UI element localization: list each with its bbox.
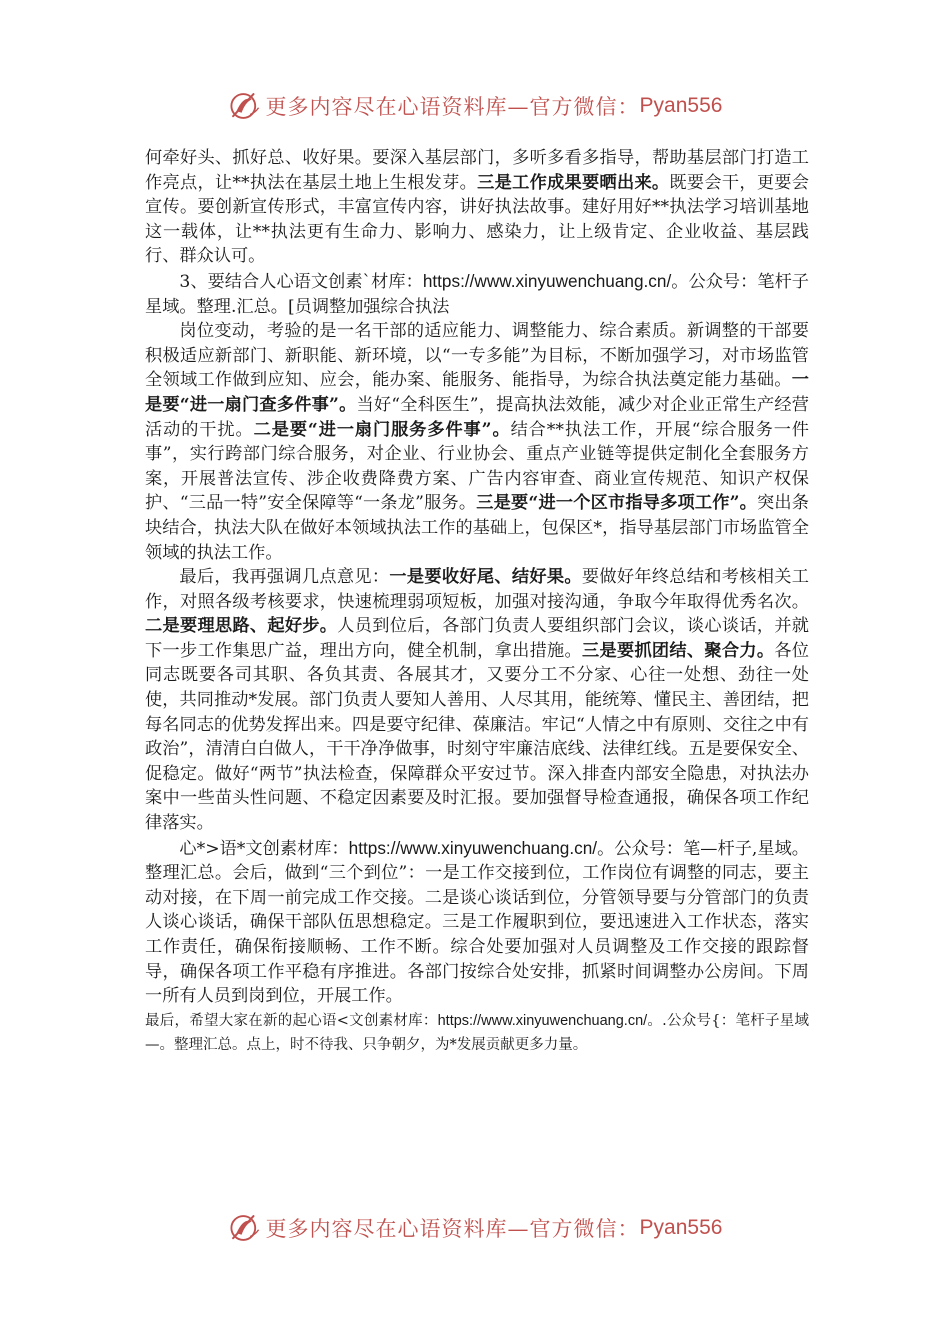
url-text: https://www.xinyuwenchuang.cn/ bbox=[437, 1012, 648, 1029]
paragraph-3 bbox=[145, 319, 809, 565]
bold-run: 三是工作成果要晒出来。 bbox=[477, 172, 670, 193]
text-run: 当好“全科医生”，提高执法效能，减少对企业正常生产经营活动的干扰。 bbox=[145, 394, 809, 440]
url-text: https://www.xinyuwenchuang.cn/ bbox=[422, 270, 672, 291]
brand-banner bbox=[228, 89, 723, 123]
bold-run: 一是要“进一扇门查多件事”。 bbox=[145, 370, 809, 415]
text-run: 要做好年终总结和考核相关工作，对照各级考核要求，快速梳理弱项短板，加强对接沟通，争取今年取得优秀名次。 bbox=[145, 567, 809, 612]
brand-banner bbox=[228, 1211, 723, 1245]
text-run: 最后，希望大家在新的起心语<文创素材库： bbox=[145, 1012, 438, 1029]
text-run: 人员到位后，各部门负责人要组织部门会议，谈心谈话，并就下一步工作集思广益，理出方向，健全机制，拿出措施。 bbox=[145, 616, 809, 661]
text-run: 。公众号：笔—杆子,星域。整理汇总。会后，做到“三个到位”：一是工作交接到位，工作岗位有调整的同志，要主动对接，在下周一前完成工作交接。二是谈心谈话到位，分管领导要与分管部门的负责人谈心谈话，确保干部队伍思想稳定。三是工作履职到位，要迅速进入工作状态，落实工作责任，确保衔接顺畅、工作不断。综合处要加强对人员调整及工作交接的跟踪督导，确保各项工作平稳有序推进。各部门按综合处安排，抓紧时间调整办公房间。下周一所有人员到岗到位，开展工作。 bbox=[145, 838, 809, 1007]
text-run: 心*>语*文创素材库： bbox=[179, 838, 349, 859]
brand-logo-icon bbox=[228, 1211, 262, 1245]
bold-run: 二是要理思路、起好步。 bbox=[145, 616, 338, 637]
brand-handle: Pyan556 bbox=[639, 1216, 723, 1239]
brand-text: 更多内容尽在心语资料库—官方微信： bbox=[265, 95, 640, 119]
text-run: 。公众号：笔杆子星域。整理.汇总。[员调整加强综合执法 bbox=[145, 271, 809, 317]
paragraph-4 bbox=[145, 565, 809, 836]
text-run: 最后，我再强调几点意见： bbox=[179, 567, 390, 588]
text-run: 各位同志既要各司其职、各负其责、各展其才，又要分工不分家、心往一处想、劲往一处使，共同推动*发展。部门负责人要知人善用、人尽其用，能统筹、懂民主、善团结，把每名同志的优势发挥出来。四是要守纪律、葆廉洁。牢记“人情之中有原则、交往之中有政治”，清清白白做人，干干净净做事，时刻守牢廉洁底线、法律红线。五是要保安全、促稳定。做好“两节”执法检查，保障群众平安过节。深入排查内部安全隐患，对执法办案中一些苗头性问题、不稳定因素要及时汇报。要加强督导检查通报，确保各项工作纪律落实。 bbox=[145, 640, 809, 834]
page-header bbox=[0, 86, 950, 126]
bold-run: 二是要“进一扇门服务多件事”。 bbox=[253, 419, 511, 440]
url-text: https://www.xinyuwenchuang.cn/ bbox=[348, 837, 598, 858]
text-run: 岗位变动，考验的是一名干部的适应能力、调整能力、综合素质。新调整的干部要积极适应新部门、新职能、新环境，以“一专多能”为目标，不断加强学习，对市场监管全领域工作做到应知、应会，能办案、能服务、能指导，为综合执法奠定能力基础。 bbox=[145, 321, 809, 391]
text-run: 何牵好头、抓好总、收好果。要深入基层部门，多听多看多指导，帮助基层部门打造工作亮点，让**执法在基层土地上生根发芽。 bbox=[145, 148, 809, 193]
page-footer bbox=[0, 1208, 950, 1248]
bold-run: 三是要“进一个区市指导多项工作”。 bbox=[476, 493, 758, 514]
text-run: 。.公众号{：笔杆子星域—。整理汇总。点上，时不待我、只争朝夕，为*发展贡献更多力量。 bbox=[145, 1012, 809, 1053]
paragraph-6 bbox=[145, 1009, 809, 1057]
brand-handle: Pyan556 bbox=[639, 94, 723, 117]
text-run: 既要会干，更要会宣传。要创新宣传形式，丰富宣传内容，讲好执法故事。建好用好**执法学习培训基地这一载体，让**执法更有生命力、影响力、感染力，让上级肯定、企业收益、基层践行、群众认可。 bbox=[145, 172, 809, 267]
text-run: 突出条块结合，执法大队在做好本领域执法工作的基础上，包保区*，指导基层部门市场监管全领域的执法工作。 bbox=[145, 493, 809, 563]
text-run: 3、要结合人心语文创素`材库： bbox=[179, 271, 423, 292]
bold-run: 一是要收好尾、结好果。 bbox=[389, 567, 582, 588]
brand-text: 更多内容尽在心语资料库—官方微信： bbox=[265, 1217, 640, 1241]
text-run: 结合**执法工作，开展“综合服务一件事”，实行跨部门综合服务，对企业、行业协会、重点产业链等提供定制化全套服务方案，开展普法宣传、涉企收费降费方案、广告内容审查、商业宣传规范、知识产权保护、“三品一特”安全保障等“一条龙”服务。 bbox=[145, 419, 809, 514]
brand-logo-icon bbox=[228, 89, 262, 123]
paragraph-1 bbox=[145, 146, 809, 269]
bold-run: 三是要抓团结、聚合力。 bbox=[582, 640, 775, 661]
document-body bbox=[145, 146, 809, 1057]
paragraph-5 bbox=[145, 836, 809, 1009]
paragraph-2 bbox=[145, 269, 809, 319]
